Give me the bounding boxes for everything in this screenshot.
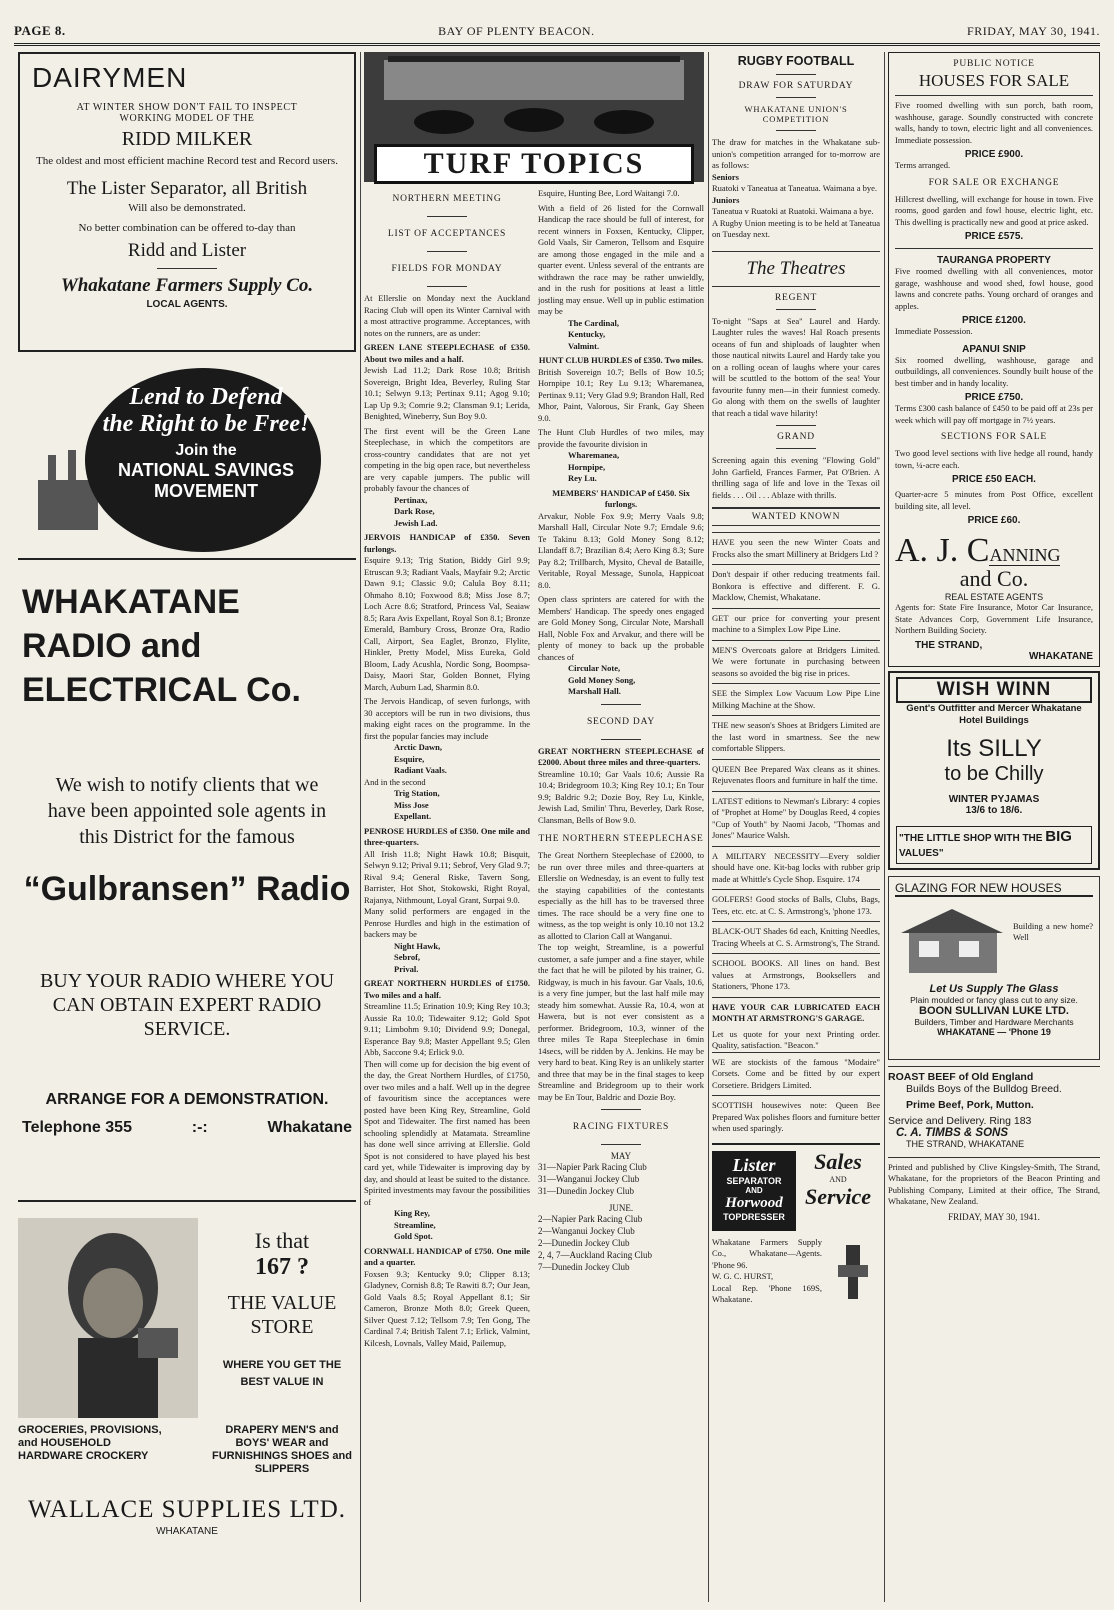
section-2: Quarter-acre 5 minutes from Post Office, excellent building site, all level.	[895, 489, 1093, 511]
gn-hurdles-note: Then will come up for decision the big event of the day, the Great Northern Hurdles, of £1750, over two miles and a half. Well up in the degree of favouritism since the acceptances were posted have been King Rey, Streamline, Gold Spot and Tidewaiter. The first named has been schooling splendidly at Matamata. Streamline has done well since arriving at Ellerslie. Gold Spot is not considered to have played his best card yet, while Tidewaiter is improving day by day, and should at least be suited to the distance. Spirited investments may favour the possibilities of	[364, 1058, 530, 1207]
turf-intro: At Ellerslie on Monday next the Auckland Racing Club will open its Winter Carnival with a most attractive programme. Acceptances, with notes on the runners, are as under:	[364, 293, 530, 338]
house-4: Six roomed dwelling, washhouse, garage and outbuildings, all conveniences. Soundly built house of the best timber and in handy locality.	[895, 354, 1093, 388]
glazing-title: GLAZING FOR NEW HOUSES	[895, 881, 1093, 897]
pick: Radiant Vaals.	[394, 765, 447, 775]
lister-and: AND	[745, 1185, 763, 1195]
lister-foot: Whakatane Farmers Supply Co., Whakatane—Agents. 'Phone 96.	[712, 1236, 822, 1270]
fixture: 7—Dunedin Jockey Club	[538, 1262, 630, 1272]
winn-price: 13/6 to 18/6.	[965, 804, 1023, 816]
winn-pyjamas: WINTER PYJAMAS	[948, 793, 1040, 805]
turf-left	[364, 188, 530, 1349]
wanted-item: MEN'S Overcoats galore at Bridgers Limited. We were fortunate in purchasing between seasons so avoided the big rise in prices.	[712, 640, 880, 684]
green-lane-body: Jewish Lad 11.2; Dark Rose 10.8; British Sovereign, Bright Idea, Beverley, Ruling Star 10.1; Selwyn 9.13; Pertinax 9.11; Agog 9.10; Lap Up 9.3; Comrie 9.2; Clansman 9.1; Lerida, Benighted, Wineberry, Sun Boy 9.0.	[364, 365, 530, 421]
pick: Hornpipe,	[568, 461, 606, 472]
pick: King Rey,	[394, 1208, 430, 1218]
cornwall-body: Foxsen 9.3; Kentucky 9.0; Clipper 8.13; Gladynev, Cornish 8.8; Te Rawiti 8.7; Our Jean, Gold Vaals 8.5; Royal Appellant 8.1; Sir Cameron, Bronze Moth 8.0; Greek Queen, Silver Quest 7.12; Tellsom 7.9; Ten Gong, The Cardinal 7.4; British Talent 7.1; Erlick, Valmint, Kilcesh, Lovnals, Valley Maid, Pailemup,	[364, 1268, 530, 1348]
house-3: Five roomed dwelling with all conveniences, motor garage, washhouse and wood shed, fowl house, good lawns and concrete paths. Young orchard of oranges and apples.	[895, 266, 1093, 311]
lister-service: Service	[805, 1183, 871, 1209]
wish-winn-ad	[888, 671, 1100, 870]
second-day: SECOND DAY	[586, 716, 656, 727]
rugby-juniors-txt: Taneatua v Ruatoki at Ruatoki. Waimana a bye.	[712, 206, 874, 216]
ridd-lister: Ridd and Lister	[127, 240, 247, 261]
rugby-seniors: Seniors	[712, 171, 739, 182]
fixture: 2, 4, 7—Auckland Racing Club	[538, 1250, 652, 1260]
northern-steeple-body2: The top weight, Streamline, is a powerful customer, a safe jumper and a fine stayer, while the fact that he will be piloted by his trainer, G. Ridgway, is much in his favour. Gar Vaals, 10.6, is a very fine jumper, but the last half mile may steady him somewhat. Aussie Ra, 10.4, won at Hawera, but is not ever consistent as a performer. Bridegroom, 10.3, winner of the three miles Te Rapa Steeplechase in 6min 14secs, will be ridden by A. Jenkins. He may be very hard to beat. King Rey is an unlikely starter and three that may be in the final stages to keep Streamline and Bridegroom up to their work may be En Tour, Baldric and Dozie Boy.	[538, 942, 704, 1102]
savings-line1: Lend to Defend	[129, 384, 283, 410]
grand-txt: Screening again this evening "Flowing Gold" John Garfield, Frances Farmer, Pat O'Brien. A thrilling saga of life and love in the Texas oil fields . . . Oil . . . Ablaze with thrills.	[712, 455, 880, 500]
farmers-supply: Whakatane Farmers Supply Co.	[60, 275, 314, 296]
savings-line2: the Right to be Free!	[102, 411, 310, 437]
wanted-item: A MILITARY NECESSITY—Every soldier should have one. Kit-bag locks with rubber grip made at Whittle's Cycle Shop. Esquire. 174	[712, 846, 880, 890]
fields-monday: FIELDS FOR MONDAY	[391, 264, 503, 274]
terms-1: Terms arranged.	[895, 160, 951, 170]
lister-horwood: Horwood	[725, 1194, 783, 1211]
public-notice: PUBLIC NOTICE	[953, 59, 1035, 69]
jervois-head: JERVOIS HANDICAP of £350. Seven furlongs.	[364, 532, 530, 554]
fixture: 2—Napier Park Racing Club	[538, 1214, 643, 1224]
lister-line: The Lister Separator, all British	[66, 178, 308, 199]
terms-3: Immediate Possession.	[895, 326, 973, 336]
apanui-head: APANUI SNIP	[962, 343, 1026, 355]
pick: Streamline,	[394, 1219, 436, 1230]
price-6: PRICE £60.	[967, 515, 1021, 526]
wallace-q1: Is that	[254, 1228, 310, 1253]
demo-line: Will also be demonstrated.	[128, 202, 246, 214]
terms-4: Terms £300 cash balance of £450 to be paid off at 23s per week which will pay off mortgage in 7½ years.	[895, 403, 1093, 425]
lister-top: TOPDRESSER	[723, 1211, 785, 1222]
houses-for-sale	[888, 52, 1100, 667]
fixture: 2—Wanganui Jockey Club	[538, 1226, 635, 1236]
fixture: 31—Dunedin Jockey Club	[538, 1186, 634, 1196]
price-2: PRICE £575.	[964, 231, 1024, 242]
price-5: PRICE £50 EACH.	[952, 474, 1036, 485]
combo-line: No better combination can be offered to-day than	[78, 222, 296, 234]
roast-meats: Prime Beef, Pork, Mutton.	[906, 1098, 1034, 1111]
roast-addr: THE STRAND, WHAKATANE	[906, 1138, 1025, 1149]
pick: Prival.	[394, 963, 419, 974]
column-ads-left	[18, 52, 356, 1602]
house-2: Hillcrest dwelling, will exchange for house in town. Five rooms, good garden and fowl house, electric light, etc. This dwelling is practically new and good at price asked.	[895, 193, 1093, 227]
rugby-body: The draw for matches in the Whakatane sub-union's competition arranged for to-morrow are as follows:	[712, 137, 880, 170]
glazing-name: BOON SULLIVAN LUKE LTD.	[919, 1004, 1069, 1017]
pick: Circular Note,	[568, 663, 621, 673]
pick: Gold Spot.	[394, 1231, 433, 1241]
fixture: 31—Wanganui Jockey Club	[538, 1174, 640, 1184]
winn-values: VALUES"	[899, 847, 944, 859]
house-1: Five roomed dwelling with sun porch, bath room, washhouse, garage. Soundly constructed with concrete walls, handy to town, electric light and all conveniences. Immediate possession.	[895, 100, 1093, 145]
savings-line5: MOVEMENT	[153, 481, 258, 501]
radio-ad	[18, 560, 356, 1200]
winn-sub: Gent's Outfitter and Mercer Whakatane Hotel Buildings	[906, 702, 1082, 726]
gulbransen-radio: “Gulbransen” Radio	[23, 870, 351, 908]
wanted-item: WE are stockists of the famous "Modaire" Corsets. Come and be fitted by our expert Corsetiere. Bridgers Limited.	[712, 1052, 880, 1096]
cornwall-head: CORNWALL HANDICAP of £750. One mile and a quarter.	[364, 1245, 530, 1267]
glazing-supply: Let Us Supply The Glass	[929, 982, 1059, 995]
roast-firm: C. A. TIMBS & SONS	[896, 1126, 1009, 1139]
list-acceptances: LIST OF ACCEPTANCES	[387, 229, 507, 239]
separator-machine-icon	[828, 1241, 878, 1301]
cornwall-cont: Esquire, Hunting Bee, Lord Waitangi 7.0.	[538, 188, 680, 198]
child-photo-icon	[18, 1218, 198, 1418]
canning-co: and Co.	[959, 566, 1029, 591]
wanted-item: GOLFERS! Good stocks of Balls, Clubs, Bags, Tees, etc. etc. at C. S. Armstrong's, 'phone 173.	[712, 889, 880, 921]
theatres-title: The Theatres	[746, 257, 846, 279]
wallace-ad	[18, 1200, 356, 1540]
may-label: MAY	[610, 1151, 632, 1161]
wanted-item: SCOTTISH housewives note: Queen Bee Prepared Wax polishes floors and furniture better when used sparingly.	[712, 1095, 880, 1139]
members-body: Arvakur, Noble Fox 9.9; Merry Vaals 9.8; Marshall Hall, Circular Note 9.7; Erndale 9.6; Te Takinu 8.13; Gold Money Song 8.12; Llandaff 8.7; Brazilian 8.4; Aero King 8.3; Sure Pay 8.2; Trillbarch, Mysito, Cheval de Bataille, Veritable, Royal Message, Sunola, Happicoat 8.0.	[538, 510, 704, 590]
gn-hurdles-head: GREAT NORTHERN HURDLES of £1750. Two miles and a half.	[364, 978, 530, 1000]
lister-and2: AND	[829, 1174, 847, 1184]
wanted-item: LATEST editions to Newman's Library: 4 copies of "Prophet at Home" by Douglas Reed, 4 copies "Cup of Youth" by Naomi Jacob, "Thomas and Jones" Maurice Walsh.	[712, 791, 880, 846]
fixture: 2—Dunedin Jockey Club	[538, 1238, 630, 1248]
pick: Pertinax,	[394, 494, 428, 505]
wallace-left: GROCERIES, PROVISIONS, and HOUSEHOLD HARDWARE CROCKERY	[18, 1424, 162, 1462]
members-head: MEMBERS' HANDICAP of £450. Six furlongs.	[552, 487, 690, 509]
pick: Expellant.	[394, 811, 432, 821]
radio-notify: We wish to notify clients that we have been appointed sole agents in this District for the famous	[47, 774, 327, 848]
fixture: 31—Napier Park Racing Club	[538, 1162, 647, 1172]
canning-addr: THE STRAND,	[915, 639, 983, 651]
winn-shop: "THE LITTLE SHOP WITH THE	[899, 832, 1043, 844]
radio-company: WHAKATANE RADIO and ELECTRICAL Co.	[22, 583, 301, 709]
members-note: Open class sprinters are catered for with the Members' Handicap. The speedy ones engaged are Gold Money Song, Circular Note, Marshall Hall, Noble Fox and Arvakur, and there will be plenty of money to back up the probable chances of	[538, 594, 704, 662]
canning-agents: Agents for: State Fire Insurance, Motor Car Insurance, State Advances Corp, Government Life Insurance, Northern Building Society.	[895, 602, 1093, 635]
grand-head: GRAND	[777, 432, 815, 442]
pick: Rey Lu.	[568, 473, 597, 483]
radio-sep: :-:	[191, 1119, 208, 1136]
penrose-head: PENROSE HURDLES of £350. One mile and three-quarters.	[364, 825, 530, 847]
june-label: JUNE.	[608, 1203, 634, 1213]
price-4: PRICE £750.	[964, 392, 1024, 403]
pick: Wharemanea,	[568, 450, 620, 460]
lister-sep: SEPARATOR	[726, 1175, 782, 1186]
glazing-desc: Builders, Timber and Hardware Merchants	[914, 1016, 1074, 1027]
price-3: PRICE £1200.	[962, 315, 1026, 326]
wanted-item: BLACK-OUT Shades 6d each, Knitting Needles, Tracing Wheels at C. S. Armstrong's, The Strand.	[712, 921, 880, 953]
wanted-item: Let us quote for your next Printing order. Quality, satisfaction. "Beacon."	[712, 1028, 880, 1050]
rugby-meeting: A Rugby Union meeting is to be held at Taneatua on Tuesday next.	[712, 217, 880, 239]
green-lane-note: The first event will be the Green Lane Steeplechase, in which the competitors are cross-country candidates that are not yet competing in the big open race, but nevertheless are very capable jumpers. The public will probably favour the chances of	[364, 425, 530, 493]
gn-steeple-body: Streamline 10.10; Gar Vaals 10.6; Aussie Ra 10.4; Bridegroom 10.3; King Rey 10.1; En Tour 9.9; Baldric 9.2; Dozie Boy, Rey Lu, Kinkle, Jewish Lad, Smilin' Thru, Beverley, Dark Rose, Clansman, Bells of Bow 9.0.	[538, 768, 704, 825]
northern-steeple-body: The Great Northern Steeplechase of £2000, to be run over three miles and three-quarters at Ellerslie on Wednesday, is an event to fully test the staying capabilities of the contestants especially as the hill has to be traversed three times. The race should be a very fine one to witness, as the top weight is only 10.10 not 13.2 as allotted to Clarion Call at Wanganui.	[538, 850, 704, 941]
turf-right	[538, 188, 704, 1349]
wanted-known-title: WANTED KNOWN	[712, 507, 880, 526]
green-lane-head: GREEN LANE STEEPLECHASE of £350. About two miles and a half.	[364, 342, 530, 364]
roast-beef-ad	[888, 1066, 1100, 1149]
regent-txt: To-night "Saps at Sea" Laurel and Hardy. Laughter rules the waves! Hal Roach presents oceans of fun and shiploads of laughter when those nautical nitwits Laurel and Hardy take you on a rolling ocean of laughs where your cares will be scuttled to the bottom of the sea! Your favourite funny men—in their funniest comedy. Go along with them on the swells of laughter that reach a tidal wave hilarity!	[712, 315, 880, 418]
winn-silly1: Its SILLY	[946, 734, 1042, 762]
rugby-seniors-txt: Ruatoki v Taneatua at Taneatua. Waimana a bye.	[712, 183, 877, 193]
houses-title: HOUSES FOR SALE	[895, 71, 1093, 96]
dairymen-desc: The oldest and most efficient machine Record test and Record users.	[36, 155, 338, 167]
sections-head: SECTIONS FOR SALE	[941, 432, 1047, 442]
wallace-q2: 167 ?	[255, 1254, 309, 1280]
northern-steeple-head: THE NORTHERN STEEPLECHASE	[538, 834, 704, 844]
turf-topics-column	[364, 52, 704, 1602]
roast-sub: Builds Boys of the Bulldog Breed.	[906, 1082, 1062, 1095]
rugby-title: RUGBY FOOTBALL	[737, 54, 855, 68]
page-header	[14, 22, 1100, 46]
price-1: PRICE £900.	[964, 149, 1024, 160]
tauranga-head: TAURANGA PROPERTY	[937, 255, 1051, 266]
pick: Dark Rose,	[394, 506, 435, 516]
roast-service: Service and Delivery. Ring 183	[888, 1114, 1032, 1127]
roast-title: ROAST BEEF of Old England	[888, 1070, 1034, 1083]
pick: Trig Station,	[394, 788, 440, 798]
wanted-item: HAVE YOUR CAR LUBRICATED EACH MONTH AT ARMSTRONG'S GARAGE.	[712, 997, 880, 1029]
wanted-item: GET our price for converting your present machine to a Simplex Low Pipe Line.	[712, 608, 880, 640]
glazing-bubble: Building a new home? Well	[1013, 920, 1093, 942]
wanted-item: SEE the Simplex Low Vacuum Low Pipe Line Milking Machine at the Show.	[712, 683, 880, 715]
hunt-club-body: British Sovereign 10.7; Bells of Bow 10.5; Hornpipe 10.1; Rey Lu 9.13; Wharemanea, Pertinax 9.11; Very Glad 9.9; Brandon Hall, Red Mhor, Paint, Valorous, Sir Frank, Gay Sheen 9.0.	[538, 366, 704, 423]
savings-line4: NATIONAL SAVINGS	[117, 460, 294, 480]
winn-silly2: to be Chilly	[944, 762, 1044, 785]
turf-title: TURF TOPICS	[374, 144, 694, 184]
wallace-store: THE VALUE STORE	[227, 1292, 337, 1338]
pick: Arctic Dawn,	[394, 742, 442, 752]
wanted-item: QUEEN Bee Prepared Wax cleans as it shines. Rejuvenates floors and furniture in half the time.	[712, 759, 880, 791]
lister-sales: Sales	[814, 1148, 862, 1174]
canning-town: WHAKATANE	[1028, 650, 1093, 662]
winn-big: BIG	[1045, 827, 1072, 845]
canning-role: REAL ESTATE AGENTS	[944, 592, 1044, 602]
glazing-plain: Plain moulded or fancy glass cut to any size.	[910, 994, 1078, 1005]
wanted-list	[712, 532, 880, 1139]
wanted-item: HAVE you seen the new Winter Coats and Frocks also the smart Millinery at Bridgers Ltd ?	[712, 532, 880, 564]
winn-name: WISH WINN	[896, 677, 1092, 703]
radio-buy: BUY YOUR RADIO WHERE YOU CAN OBTAIN EXPERT RADIO SERVICE.	[39, 970, 335, 1040]
pick: Night Hawk,	[394, 940, 441, 951]
penrose-note: Many solid performers are engaged in the Penrose Hurdles and high in the estimation of backers may be	[364, 906, 530, 939]
page-number: PAGE 8.	[14, 23, 66, 38]
lister-rep: W. G. C. HURST,	[712, 1271, 774, 1281]
dairymen-line1: AT WINTER SHOW DON'T FAIL TO INSPECT WORKING MODEL OF THE	[76, 102, 298, 124]
pick: Miss Jose	[394, 799, 429, 810]
lister-ad	[712, 1143, 880, 1303]
regent-head: REGENT	[774, 292, 818, 303]
gn-hurdles-body: Streamline 11.5; Erination 10.9; King Rey 10.3; Aussie Ra 10.0; Tidewaiter 9.12; Gold Spot 9.11; Limbohm 9.10; Dividend 9.9; Donegal, Esperance Bay 9.8; Master Appellant 9.5; Glen Abb, Saccone 9.4; Erlick 9.0.	[364, 1001, 530, 1057]
house-icon	[897, 905, 1007, 979]
savings-line3: Join the	[175, 442, 237, 459]
radio-town: Whakatane	[267, 1119, 352, 1136]
pick: Gold Money Song,	[568, 674, 636, 685]
turf-banner	[364, 52, 704, 182]
pick: The Cardinal,	[568, 317, 620, 328]
imprint	[888, 1157, 1100, 1222]
imprint-date: FRIDAY, MAY 30, 1941.	[948, 1211, 1040, 1222]
canning-name1: A. J. C	[895, 532, 990, 569]
pick: Kentucky,	[568, 329, 606, 339]
wanted-item: SCHOOL BOOKS. All lines on hand. Best values at Armstrongs, Booksellers and Stationers, 'Phone 173.	[712, 953, 880, 997]
savings-ad	[18, 360, 356, 560]
pick: Valmint.	[568, 340, 600, 351]
rugby-juniors: Juniors	[712, 194, 740, 205]
wallace-name: WALLACE SUPPLIES LTD.	[27, 1496, 346, 1523]
gn-steeple-head: GREAT NORTHERN STEEPLECHASE of £2000. About three miles and three-quarters.	[538, 745, 704, 767]
pick: Marshall Hall.	[568, 686, 621, 696]
section-1: Two good level sections with live hedge all round, handy town, ¼-acre each.	[895, 448, 1093, 470]
wallace-where: WHERE YOU GET THE BEST VALUE IN	[222, 1359, 342, 1388]
local-agents: LOCAL AGENTS.	[146, 299, 228, 310]
wanted-item: THE new season's Shoes at Bridgers Limited are the last word in smartness. See the new comfortable Slippers.	[712, 715, 880, 759]
pick: Esquire,	[394, 753, 425, 764]
wallace-town: WHAKATANE	[156, 1526, 218, 1537]
wanted-item: Don't despair if other reducing treatments fail. Bonkora is effective and different. F. G. Macklow, Chemist, Whakatane.	[712, 564, 880, 608]
dairymen-title: DAIRYMEN	[32, 62, 188, 93]
hunt-club-head: HUNT CLUB HURDLES of £350. Two miles.	[538, 355, 704, 365]
column-rugby-wanted	[712, 52, 880, 1602]
wallace-right: DRAPERY MEN'S and BOYS' WEAR and FURNISHINGS SHOES and SLIPPERS	[212, 1424, 352, 1475]
jervois-body: Esquire 9.13; Trig Station, Biddy Girl 9.9; Etruscan 9.3; Radiant Vaals, Mayfair 9.2; Arctic Dawn 9.1; Classic 9.0; Calula Boy 8.11; Ohmaho 8.10; Foxwood 8.8; Miss Jose 8.7; Loch Acre 8.6; Stratford, Princess Val, Seaiaw 8.5; Rara Avis Expellant, Royal Son 8.1; Bronze Emerald, Bambury Cross, Bronze Ora, Radio Call, Airport, Sea Eaglet, Bronzo, Flylite, Hinkler, Pretty Model, Miss Eureka, Gold Bloom, Lady Acushla, Nordic Song, Boompsa-Daisy, Maori Star, Golden Bonnet, Flying March, Auburn Lad, Sharmin 8.0.	[364, 555, 530, 692]
pick: Jewish Lad.	[394, 517, 438, 528]
racing-fixtures-head: RACING FIXTURES	[572, 1122, 670, 1132]
dairymen-ad	[18, 52, 356, 352]
paper-name: BAY OF PLENTY BEACON.	[438, 24, 595, 38]
glazing-town: WHAKATANE — 'Phone 19	[937, 1026, 1051, 1037]
hunt-club-note: The Hunt Club Hurdles of two miles, may provide the favourite division in	[538, 427, 704, 449]
radio-phone: Telephone 355	[22, 1119, 132, 1136]
column-property	[888, 52, 1100, 1602]
ridd-milker-title: RIDD MILKER	[121, 128, 253, 150]
imprint-text: Printed and published by Clive Kingsley-Smith, The Strand, Whakatane, for the proprietors of the Beacon Printing and Publishing Company, Limited at their office, The Strand, Whakatane, New Zealand.	[888, 1161, 1100, 1206]
radio-arrange: ARRANGE FOR A DEMONSTRATION.	[45, 1091, 329, 1108]
pick: Sebrof,	[394, 952, 421, 962]
lister-rep2: Local Rep. 'Phone 169S, Whakatane.	[712, 1282, 822, 1304]
glazing-ad	[888, 876, 1100, 1060]
rugby-sub: DRAW FOR SATURDAY	[738, 81, 854, 91]
canning-name2: ANNING	[989, 545, 1061, 565]
issue-date: FRIDAY, MAY 30, 1941.	[967, 24, 1100, 38]
cornwall-note: With a field of 26 listed for the Cornwall Handicap the race should be full of interest, for recent winners in Foxsen, Kentucky, Clipper, Gold Vaals, Sir Cameron, Tellsom and Esquire are among those engaged in the mile and a quarter event. Unless several of the entrants are withdrawn the race may be rather unwieldly, and in the rush for positions at least a little jostling may ensue. Well up in public estimation may be	[538, 202, 704, 316]
jervois-and: And in the second	[364, 776, 426, 787]
lister-brand: Lister	[732, 1154, 776, 1175]
northern-meeting: NORTHERN MEETING	[392, 194, 502, 204]
penrose-body: All Irish 11.8; Night Hawk 10.8; Bisquit, Selwyn 9.12; Prival 9.11; Sebrof, Very Glad 9.7; Rival 9.4; General Riske, Tavern Song, Barrister, Hot Shot, Stokowski, Right Royal, Rajanya, Nithmount, Loyal Grant, Surpai 9.0.	[364, 848, 530, 905]
sale-exchange: FOR SALE OR EXCHANGE	[928, 177, 1060, 188]
rugby-comp: WHAKATANE UNION'S COMPETITION	[744, 104, 848, 124]
jervois-note: The Jervois Handicap, of seven furlongs, with 30 acceptors will be run in two divisions, thus making eight races on the programme. In the first the popular fancies may include	[364, 696, 530, 741]
